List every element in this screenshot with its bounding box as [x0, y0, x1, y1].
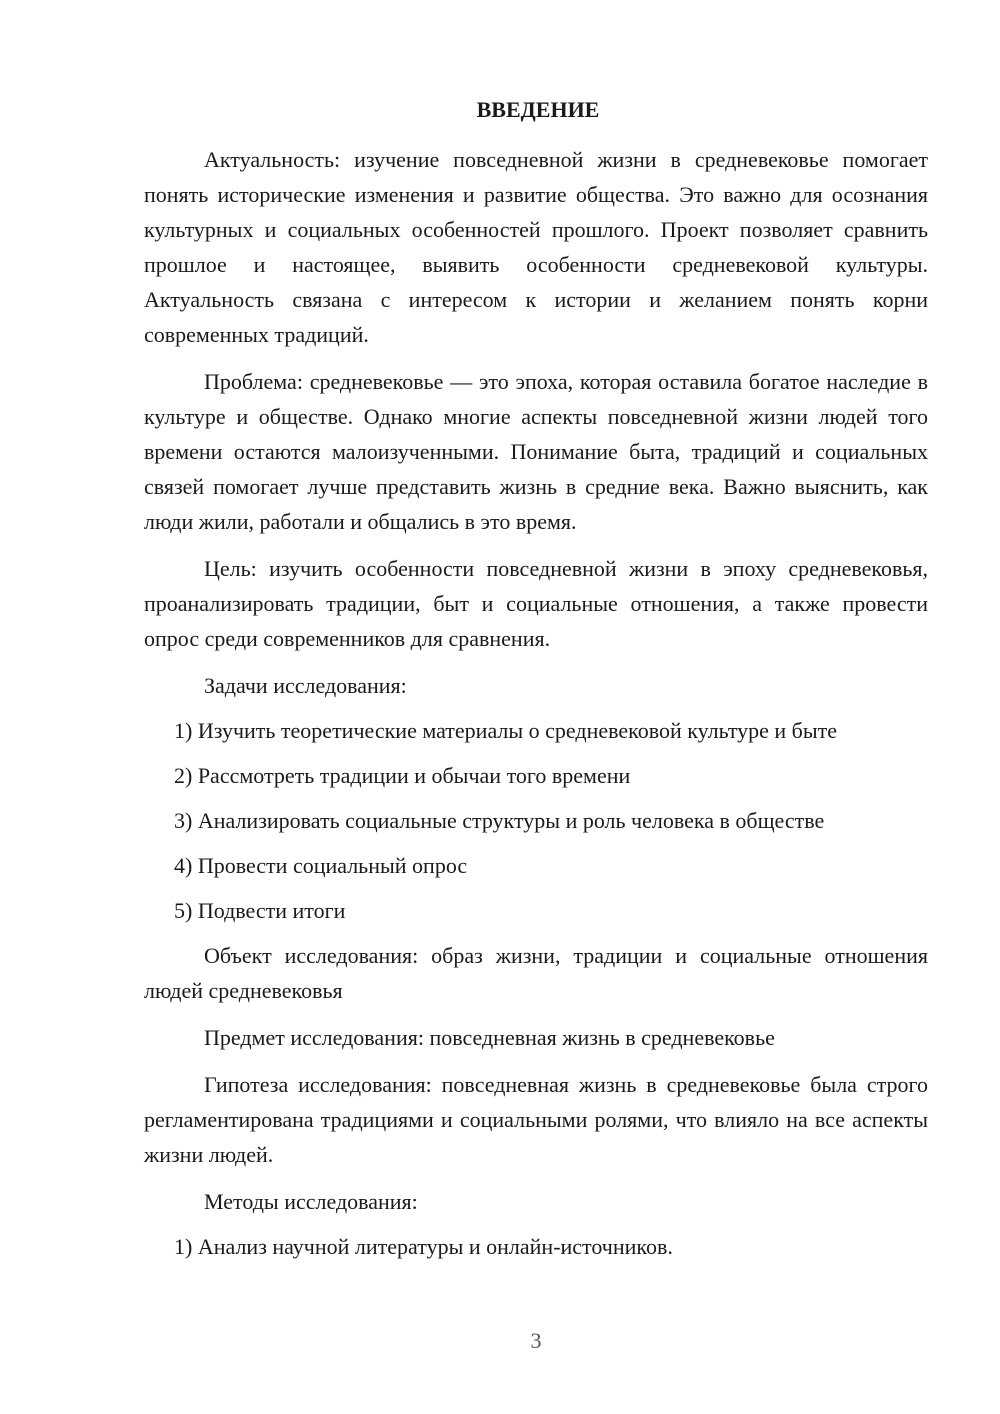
page-number: 3	[530, 1328, 542, 1353]
problem-paragraph: Проблема: средневековье — это эпоха, которая оставила богатое наследие в культуре и обществе. Однако многие аспекты повседневной жизни людей того времени остаются малоизученными. Понимание быта, традиций и социальных связей помогает лучше представить жизнь в средние века. Важно выяснить, как люди жили, работали и общались в это время.	[144, 369, 928, 534]
methods-heading: Методы исследования:	[204, 1189, 418, 1214]
tasks-heading: Задачи исследования:	[204, 673, 407, 698]
task-item: 5) Подвести итоги	[174, 898, 346, 923]
task-item: 2) Рассмотреть традиции и обычаи того времени	[174, 763, 631, 788]
section-heading: ВВЕДЕНИЕ	[476, 97, 600, 122]
task-item: 1) Изучить теоретические материалы о средневековой культуре и быте	[174, 718, 838, 743]
relevance-paragraph: Актуальность: изучение повседневной жизни в средневековье помогает понять исторические изменения и развитие общества. Это важно для осознания культурных и социальных особенностей прошлого. Проект позволяет сравнить прошлое и настоящее, выявить особенности средневековой культуры. Актуальность связана с интересом к истории и желанием понять корни современных традиций.	[144, 147, 928, 347]
goal-paragraph: Цель: изучить особенности повседневной жизни в эпоху средневековья, проанализировать традиции, быт и социальные отношения, а также провести опрос среди современников для сравнения.	[144, 556, 928, 651]
hypothesis-paragraph: Гипотеза исследования: повседневная жизнь в средневековье была строго регламентирована традициями и социальными ролями, что влияло на все аспекты жизни людей.	[144, 1072, 928, 1167]
page-content	[144, 94, 928, 1274]
object-paragraph: Объект исследования: образ жизни, традиции и социальные отношения людей средневековья	[144, 943, 928, 1003]
subject-paragraph: Предмет исследования: повседневная жизнь в средневековье	[204, 1025, 775, 1050]
task-item: 3) Анализировать социальные структуры и роль человека в обществе	[174, 808, 825, 833]
method-item: 1) Анализ научной литературы и онлайн-источников.	[174, 1234, 673, 1259]
task-item: 4) Провести социальный опрос	[174, 853, 468, 878]
